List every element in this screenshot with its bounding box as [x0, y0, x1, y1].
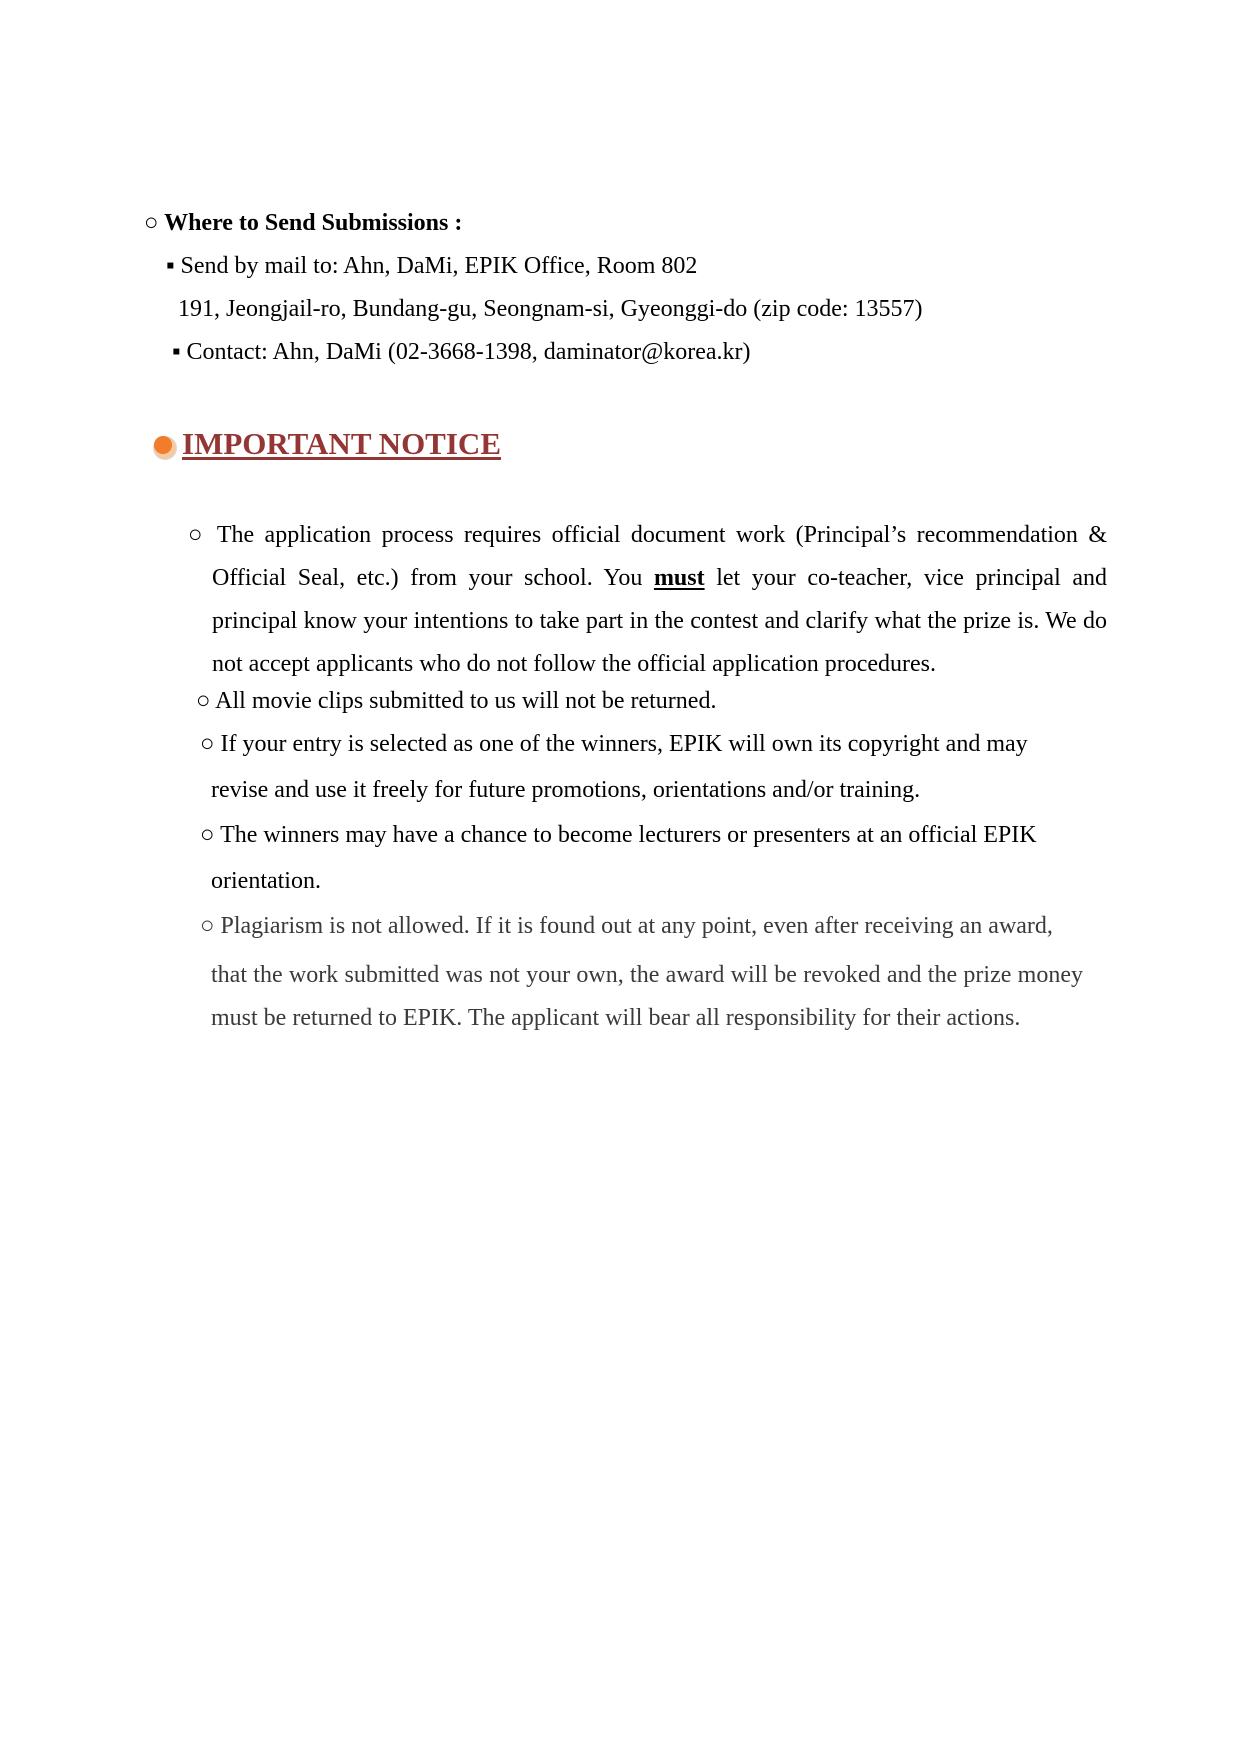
notice-item-official-documents	[188, 514, 1107, 686]
notice-title: IMPORTANT NOTICE	[182, 426, 501, 461]
notice-item-winners-lecturers-line1: ○ The winners may have a chance to become lecturers or presenters at an official EPIK	[200, 822, 1037, 848]
item1-emphasis-must: must	[653, 565, 705, 591]
submissions-heading: ○ Where to Send Submissions :	[144, 210, 463, 236]
street-address-line: 191, Jeongjail-ro, Bundang-gu, Seongnam-si, Gyeonggi-do (zip code: 13557)	[178, 296, 923, 322]
mail-address-line: ▪ Send by mail to: Ahn, DaMi, EPIK Office, Room 802	[166, 253, 698, 279]
contact-line: ▪ Contact: Ahn, DaMi (02-3668-1398, daminator@korea.kr)	[172, 339, 751, 365]
item1-text-before: ○ The application process requires official document work (Principal’s recommendation & Official Seal, etc.) from your school. You	[188, 522, 1107, 591]
notice-item-clips-not-returned: ○ All movie clips submitted to us will not be returned.	[196, 688, 717, 714]
notice-item-plagiarism-line1: ○ Plagiarism is not allowed. If it is found out at any point, even after receiving an award,	[200, 913, 1053, 939]
item1-text-after: let your co-teacher, vice principal and principal know your intentions to take part in the contest and clarify what the prize is. We do not accept applicants who do not follow the official application procedures.	[212, 565, 1107, 677]
notice-item-plagiarism-rest: that the work submitted was not your own, the award will be revoked and the prize money must be returned to EPIK. The applicant will bear all responsibility for their actions.	[211, 962, 1083, 1031]
orange-bullet-icon	[150, 432, 178, 460]
notice-item-winners-lecturers-line2: orientation.	[211, 868, 321, 894]
notice-item-copyright-line2: revise and use it freely for future promotions, orientations and/or training.	[211, 777, 921, 803]
notice-item-copyright-line1: ○ If your entry is selected as one of the winners, EPIK will own its copyright and may	[200, 731, 1028, 757]
